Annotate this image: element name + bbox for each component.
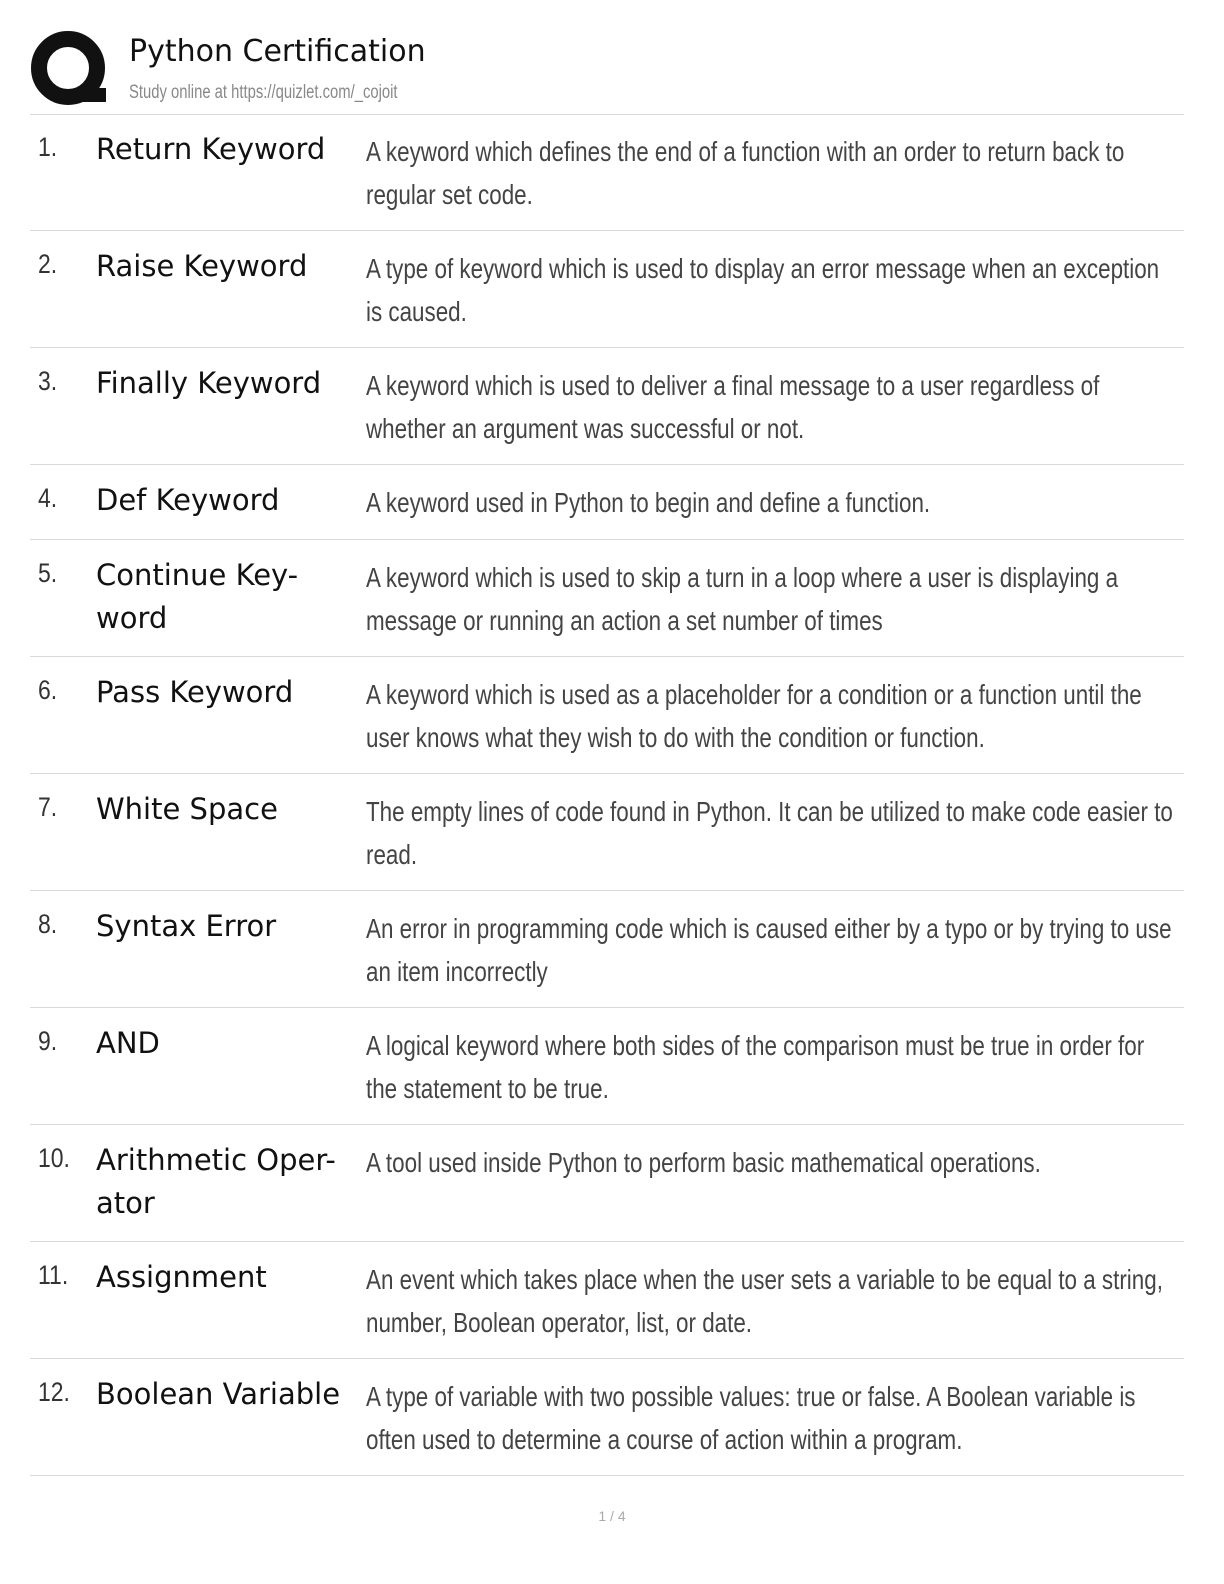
entry-term: Boolean Variable [96,1377,341,1411]
flashcard-entry [30,891,1184,1008]
flashcard-entry [30,465,1184,540]
entry-definition: A keyword which is used to deliver a final message to a user regardless of whether an argument was successful or not. [366,370,1100,444]
flashcard-entry [30,1125,1184,1242]
flashcard-entry [30,1359,1184,1476]
entry-number: 5. [38,558,58,588]
entry-number: 11. [38,1260,69,1290]
entry-definition: A keyword which is used as a placeholder for a condition or a function until the user knows what they wish to do with the condition or function. [366,679,1142,753]
flashcard-entry [30,114,1184,231]
document-header [30,28,1184,115]
entry-number: 6. [38,675,58,705]
entry-term: Syntax Error [96,909,277,943]
entry-number: 4. [38,483,58,513]
entry-definition: An error in programming code which is caused either by a typo or by trying to use an item incorrectly [366,913,1172,987]
entry-definition: A keyword used in Python to begin and define a function. [366,487,931,518]
entry-number: 10. [38,1143,70,1173]
entry-term: Arithmetic Oper-ator [96,1143,336,1220]
entry-term: Finally Keyword [96,366,322,400]
entry-term: Pass Keyword [96,675,294,709]
flashcard-entry [30,540,1184,657]
flashcard-entry [30,348,1184,465]
document-title: Python Certification [129,34,426,69]
entry-number: 2. [38,249,58,279]
flashcard-entry [30,1008,1184,1125]
entry-definition: A logical keyword where both sides of the comparison must be true in order for the statement to be true. [366,1030,1145,1104]
entry-number: 9. [38,1026,58,1056]
page-number: 1 / 4 [598,1508,626,1524]
flashcard-entry [30,657,1184,774]
entry-term: Assignment [96,1260,267,1294]
entry-term: AND [96,1026,160,1060]
entry-number: 3. [38,366,58,396]
entry-number: 1. [38,132,58,162]
quizlet-q-logo-icon [30,30,110,110]
flashcard-list [30,114,1184,1476]
entry-term: White Space [96,792,278,826]
entry-term: Continue Key-word [96,558,299,635]
study-online-link[interactable]: Study online at https://quizlet.com/_cojoit [129,82,398,103]
entry-definition: A type of keyword which is used to display an error message when an exception is caused. [366,253,1160,327]
flashcard-entry [30,774,1184,891]
entry-term: Raise Keyword [96,249,308,283]
flashcard-entry [30,1242,1184,1359]
entry-term: Return Keyword [96,132,326,166]
entry-term: Def Keyword [96,483,280,517]
entry-definition: A keyword which is used to skip a turn in a loop where a user is displaying a message or running an action a set number of times [366,562,1119,636]
entry-number: 8. [38,909,58,939]
entry-definition: A type of variable with two possible values: true or false. A Boolean variable is often used to determine a course of action within a program. [366,1381,1136,1455]
entry-number: 12. [38,1377,70,1407]
entry-definition: A keyword which defines the end of a function with an order to return back to regular set code. [366,136,1125,210]
entry-definition: The empty lines of code found in Python. It can be utilized to make code easier to read. [366,796,1173,870]
entry-definition: A tool used inside Python to perform basic mathematical operations. [366,1147,1041,1178]
entry-number: 7. [38,792,58,822]
entry-definition: An event which takes place when the user sets a variable to be equal to a string, number, Boolean operator, list, or date. [366,1264,1163,1338]
flashcard-entry [30,231,1184,348]
